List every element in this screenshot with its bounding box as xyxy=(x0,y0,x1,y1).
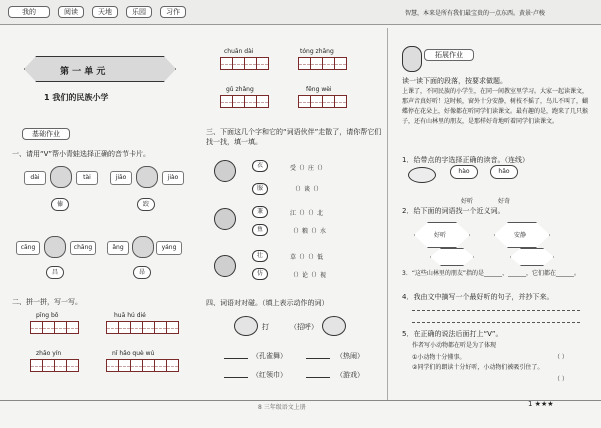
q4-blank-3[interactable] xyxy=(306,377,330,378)
q1-char-3: 昂 xyxy=(133,266,151,279)
q4-blank-1[interactable] xyxy=(306,358,330,359)
footer-left-text: 8 三年级语文上册 xyxy=(258,404,306,411)
r-q5-opt-0: ①小动物十分懂事。 xyxy=(412,354,466,361)
owl-icon xyxy=(402,46,422,72)
q2-grid-0[interactable] xyxy=(30,321,79,334)
footer-line xyxy=(0,400,601,401)
r-q1-opt-0[interactable]: hào xyxy=(450,165,478,179)
q3-title: 三、下面这几个字和它的“词语伙伴”走散了，请你帮它们找一找，填一填。 xyxy=(206,128,382,146)
q4-label-0: 打 xyxy=(262,323,269,331)
q1-pinyin-3[interactable]: jiào xyxy=(162,171,184,185)
r-q2-word-1: 安静 xyxy=(514,232,527,239)
enhance-task-label: 拓展作业 xyxy=(424,49,474,61)
q1-pinyin-5[interactable]: chāng xyxy=(70,241,96,255)
tab-xizuo[interactable]: 习作 xyxy=(160,6,186,18)
diamond-3[interactable] xyxy=(510,248,554,266)
q3-char-2: 兼 xyxy=(252,206,268,218)
q1-pinyin-1[interactable]: tài xyxy=(76,171,98,185)
q4-label-1: （招呼） xyxy=(290,323,318,331)
r-q4-line-1[interactable] xyxy=(412,322,580,323)
chick-icon xyxy=(214,208,236,230)
mid-grid-2[interactable] xyxy=(220,95,269,108)
q3-char-1: 服 xyxy=(252,183,268,195)
r-q1-char-0: 好听 xyxy=(461,198,474,205)
q3-row-2: 江（）（）北 xyxy=(290,210,324,217)
mid-grid-0[interactable] xyxy=(220,57,269,70)
r-q1-opt-1[interactable]: hǎo xyxy=(490,165,518,179)
q4-item-3: （游戏） xyxy=(336,371,364,379)
r-q2: 2．给下面的词语找一个近义词。 xyxy=(402,207,505,215)
tab-leyuan[interactable]: 乐园 xyxy=(126,6,152,18)
chick-icon xyxy=(214,255,236,277)
q2-left: 二、拼一拼，写一写。 xyxy=(12,298,82,306)
q1-char-1: 跤 xyxy=(137,198,155,211)
q3-row-3: （）粮（）水 xyxy=(290,228,327,235)
q2-pinyin-0: pīng bō xyxy=(36,312,59,319)
q2-grid-2[interactable] xyxy=(30,359,79,372)
mid-pinyin-0: chuān dài xyxy=(224,48,254,55)
basic-task-label: 基础作业 xyxy=(22,128,70,140)
q3-char-5: 仿 xyxy=(252,268,268,280)
q1-char-2: 昌 xyxy=(46,266,64,279)
tab-row xyxy=(8,6,186,18)
chick-icon xyxy=(214,160,236,182)
cow-icon xyxy=(322,316,346,336)
r-q5-opt-1: ②同学们的朗读十分好听，小动物们被吸引住了。 xyxy=(412,364,544,371)
q3-row-1: （）谈（） xyxy=(292,186,323,193)
r-q5-paren-0[interactable]: （ ） xyxy=(554,354,568,361)
frog-icon xyxy=(136,166,158,188)
passage: 上课了，不同民族的小学生，在同一间教室里学习。大家一起读课文，那声音真好听！这时候，窗外十分安静，树枝不摇了，鸟儿不叫了，蝴蝶停在花朵上，好像都在听同学们读课文。最有趣的是，跑来了几只猴子，还有山林里的朋友，是那样好奇地听着同学们读课文。 xyxy=(402,88,589,125)
frog-icon xyxy=(132,236,154,258)
mid-pinyin-1: tóng zhāng xyxy=(300,48,334,55)
q3-row-5: （）论（）视 xyxy=(290,272,327,279)
q1-pinyin-0[interactable]: dài xyxy=(24,171,46,185)
quote-text: 智慧，本来是所有我们最宝贵的一点东西。黄景·卢梭 xyxy=(405,10,545,17)
q4-item-0: （孔雀舞） xyxy=(252,352,287,360)
r-q2-word-0: 好听 xyxy=(434,232,447,239)
q3-row-0: 受（）庄（） xyxy=(290,165,327,172)
q3-char-4: 壮 xyxy=(252,250,268,262)
tab-wode[interactable]: 我的 xyxy=(8,6,50,18)
mid-grid-3[interactable] xyxy=(298,95,347,108)
r-q1-char-1: 好奇 xyxy=(498,198,511,205)
q1-char-0: 傣 xyxy=(51,198,69,211)
mid-pinyin-2: gǔ zhǎng xyxy=(226,86,254,93)
mid-pinyin-3: fēng wèi xyxy=(306,86,332,93)
r-q5-paren-1[interactable]: （ ） xyxy=(554,376,568,383)
frog-icon xyxy=(50,166,72,188)
q4-blank-2[interactable] xyxy=(224,377,248,378)
cow-icon xyxy=(234,316,258,336)
q4-blank-0[interactable] xyxy=(224,358,248,359)
q2-grid-3[interactable] xyxy=(106,359,179,372)
mid-grid-1[interactable] xyxy=(298,57,347,70)
reading-intro: 读一读下面的段落，按要求做题。 xyxy=(402,77,507,85)
q2-pinyin-3: nǐ hǎo què wú xyxy=(112,350,155,357)
q1-pinyin-7[interactable]: yáng xyxy=(156,241,182,255)
q1-left: 一、请用“V”帮小青蛙选择正确的音节卡片。 xyxy=(12,150,151,158)
q3-char-0: 衣 xyxy=(252,160,268,172)
q1-pinyin-6[interactable]: ǎng xyxy=(107,241,129,255)
q4-item-2: （红领巾） xyxy=(252,371,287,379)
r-q4: 4．我由文中摘写一个最好听的句子，并抄下来。 xyxy=(402,293,554,301)
column-divider xyxy=(387,28,388,400)
fish-icon xyxy=(408,167,436,183)
q1-pinyin-2[interactable]: jiāo xyxy=(110,171,132,185)
tab-yuedu[interactable]: 阅读 xyxy=(58,6,84,18)
q1-pinyin-4[interactable]: cāng xyxy=(16,241,40,255)
q4-item-1: （热闹） xyxy=(336,352,364,360)
lesson-title: 1 我们的民族小学 xyxy=(44,93,109,102)
q3-row-4: 草（）（）低 xyxy=(290,254,324,261)
r-q5-sub: 作者写小动物都在听是为了体现 xyxy=(412,342,497,349)
r-q1: 1．给带点的字选择正确的读音。（连线） xyxy=(402,156,529,164)
q4-title: 四、词语对对碰。（填上表示动作的词） xyxy=(206,299,329,307)
page-number: 1 ★★★ xyxy=(528,400,554,408)
r-q3: 3．“这些山林里的朋友”指的是______、______，它们都在______。 xyxy=(402,270,581,277)
r-q5: 5．在正确的说法后面打上“V”。 xyxy=(402,330,503,338)
r-q4-line-0[interactable] xyxy=(412,310,580,311)
tab-tiandi[interactable]: 天地 xyxy=(92,6,118,18)
unit-title: 第 一 单 元 xyxy=(60,67,106,77)
q2-grid-1[interactable] xyxy=(106,321,179,334)
q2-pinyin-2: zhāo yín xyxy=(36,350,62,357)
frog-icon xyxy=(44,236,66,258)
diamond-2[interactable] xyxy=(430,248,474,266)
q2-pinyin-1: huā hú dié xyxy=(114,312,146,319)
q3-char-3: 鱼 xyxy=(252,224,268,236)
